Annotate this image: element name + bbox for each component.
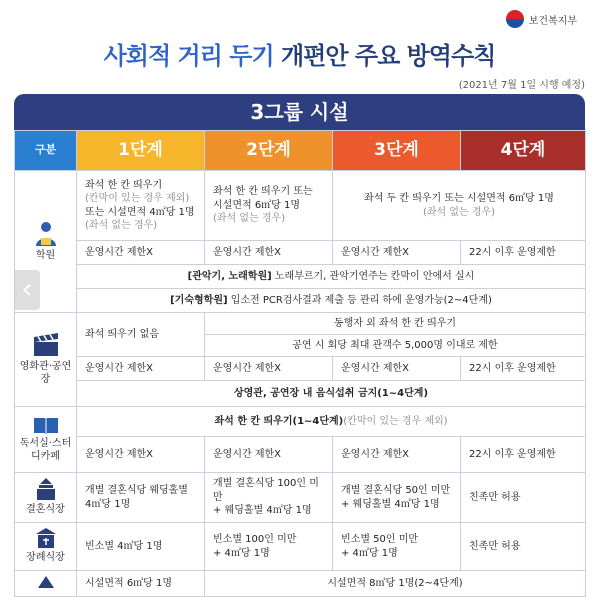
text-line: + 웨딩홀별 4㎡당 1명: [341, 498, 440, 510]
partial-stage234: 시설면적 8㎡당 1명(2~4단계): [205, 571, 586, 597]
note-tag: [기숙형학원]: [170, 294, 228, 306]
clapperboard-icon: [33, 333, 59, 357]
academy-note2-row: [15, 289, 586, 313]
text-line: 좌석 한 칸 띄우기 또는: [213, 186, 313, 198]
text-line: 빈소별 100인 미만: [213, 534, 297, 545]
cinema-stage234-seat: 동행자 외 좌석 한 칸 띄우기: [205, 313, 586, 335]
text-line: + 4㎡당 1명: [213, 547, 270, 559]
wedding-label: 결혼식장: [26, 504, 65, 516]
text-line: 빈소별 50인 미만: [341, 534, 419, 545]
text-line: (좌석 없는 경우): [213, 213, 286, 225]
text-line: (좌석 없는 경우): [85, 220, 158, 231]
text-line: 개별 결혼식당 100인 미만: [213, 478, 319, 503]
academy-seat-row: [15, 171, 586, 241]
wedding-stage4: 친족만 허용: [461, 473, 586, 523]
funeral-stage4: 친족만 허용: [461, 523, 586, 571]
academy-hours-row: [15, 241, 586, 265]
header-category: 구분: [15, 131, 77, 171]
text-line: (칸막이 있는 경우 제외): [85, 193, 190, 204]
reading-hours-2: 운영시간 제한X: [205, 437, 333, 473]
funeral-hall-icon: [35, 528, 57, 548]
text-line: 시설면적 6㎡당 1명: [213, 199, 301, 211]
reading-category: [15, 407, 77, 473]
previous-arrow-icon[interactable]: ‹: [14, 270, 40, 310]
wedding-row: [15, 473, 586, 523]
academy-note-2: [77, 289, 586, 313]
effective-date: (2021년 7월 1일 시행 예정): [458, 80, 585, 91]
header-stage-1: 1단계: [77, 131, 205, 171]
wedding-hall-icon: [34, 478, 58, 500]
cinema-food-note: 상영관, 공연장 내 음식섭취 금지(1~4단계): [77, 381, 586, 407]
wedding-category: [15, 473, 77, 523]
wedding-stage1: [77, 473, 205, 523]
text-line: 좌석 두 칸 띄우기 또는 시설면적 6㎡당 1명: [364, 193, 554, 204]
title-rest: 개편안 주요 방역수칙: [273, 42, 496, 70]
ministry-logo: [506, 10, 577, 28]
page-title: [0, 36, 599, 71]
partial-row: [15, 571, 586, 597]
academy-stage1-seat: [77, 171, 205, 241]
group-banner: 3그룹 시설: [14, 94, 585, 130]
cinema-note-row: [15, 381, 586, 407]
partial-category: [15, 571, 77, 597]
cinema-hours-row: [15, 357, 586, 381]
seat-rule-note: (칸막이 있는 경우 제외): [343, 415, 448, 427]
reading-hours-row: [15, 437, 586, 473]
funeral-row: [15, 523, 586, 571]
note-text: 노래부르기, 관악기연주는 칸막이 안에서 실시: [271, 270, 475, 282]
text-line: 좌석 한 칸 띄우기: [85, 179, 163, 191]
academy-hours-4: 22시 이후 운영제한: [461, 241, 586, 265]
facility-icon: [36, 574, 56, 588]
funeral-stage3: [333, 523, 461, 571]
funeral-stage1: 빈소별 4㎡당 1명: [77, 523, 205, 571]
cinema-stage1-seat: 좌석 띄우기 없음: [77, 313, 205, 357]
academy-hours-3: 운영시간 제한X: [333, 241, 461, 265]
cinema-audience-limit: 공연 시 회당 최대 관객수 5,000명 이내로 제한: [205, 335, 586, 357]
header-stage-4: 4단계: [461, 131, 586, 171]
partial-stage1: 시설면적 6㎡당 1명: [77, 571, 205, 597]
text-line: + 4㎡당 1명: [341, 547, 398, 559]
cinema-hours-4: 22시 이후 운영제한: [461, 357, 586, 381]
funeral-label: 장례식장: [26, 552, 65, 564]
text-line: (좌석 없는 경우): [422, 206, 496, 218]
academy-stage2-seat: [205, 171, 333, 241]
wedding-stage2: [205, 473, 333, 523]
text-line: 4㎡당 1명: [85, 498, 131, 510]
funeral-category: [15, 523, 77, 571]
text-line: 개별 결혼식당 웨딩홀별: [85, 485, 188, 496]
academy-stage34-seat: [333, 171, 586, 241]
cinema-hours-2: 운영시간 제한X: [205, 357, 333, 381]
academy-note1-row: [15, 265, 586, 289]
reading-hours-3: 운영시간 제한X: [333, 437, 461, 473]
funeral-stage2: [205, 523, 333, 571]
cinema-hours-1: 운영시간 제한X: [77, 357, 205, 381]
cinema-label: 영화관·공연장: [19, 360, 72, 385]
student-icon: [34, 220, 58, 246]
cinema-seat-row: [15, 313, 586, 335]
cinema-category: [15, 313, 77, 407]
text-line: 개별 결혼식당 50인 미만: [341, 485, 451, 496]
reading-seat-row: [15, 407, 586, 437]
seat-rule: 좌석 한 칸 띄우기(1~4단계): [214, 415, 344, 427]
wedding-stage3: [333, 473, 461, 523]
note-text: 입소전 PCR검사결과 제출 등 관리 하에 운영가능(2~4단계): [227, 294, 492, 306]
rules-table: [14, 130, 586, 597]
reading-seat-rule: [77, 407, 586, 437]
academy-hours-2: 운영시간 제한X: [205, 241, 333, 265]
taegeuk-icon: [506, 10, 524, 28]
ministry-name: 보건복지부: [528, 15, 577, 27]
reading-hours-1: 운영시간 제한X: [77, 437, 205, 473]
academy-note-1: [77, 265, 586, 289]
text-line: + 웨딩홀별 4㎡당 1명: [213, 505, 312, 517]
header-stage-3: 3단계: [333, 131, 461, 171]
text-line: 또는 시설면적 4㎡당 1명: [85, 206, 195, 218]
reading-hours-4: 22시 이후 운영제한: [461, 437, 586, 473]
book-icon: [33, 416, 59, 434]
note-tag: [관악기, 노래학원]: [187, 270, 272, 282]
header-row: [15, 131, 586, 171]
cinema-hours-3: 운영시간 제한X: [333, 357, 461, 381]
title-highlight: 사회적 거리 두기: [103, 42, 274, 70]
academy-label: 학원: [35, 250, 56, 262]
academy-hours-1: 운영시간 제한X: [77, 241, 205, 265]
reading-label: 독서실·스터디카페: [19, 437, 72, 462]
header-stage-2: 2단계: [205, 131, 333, 171]
